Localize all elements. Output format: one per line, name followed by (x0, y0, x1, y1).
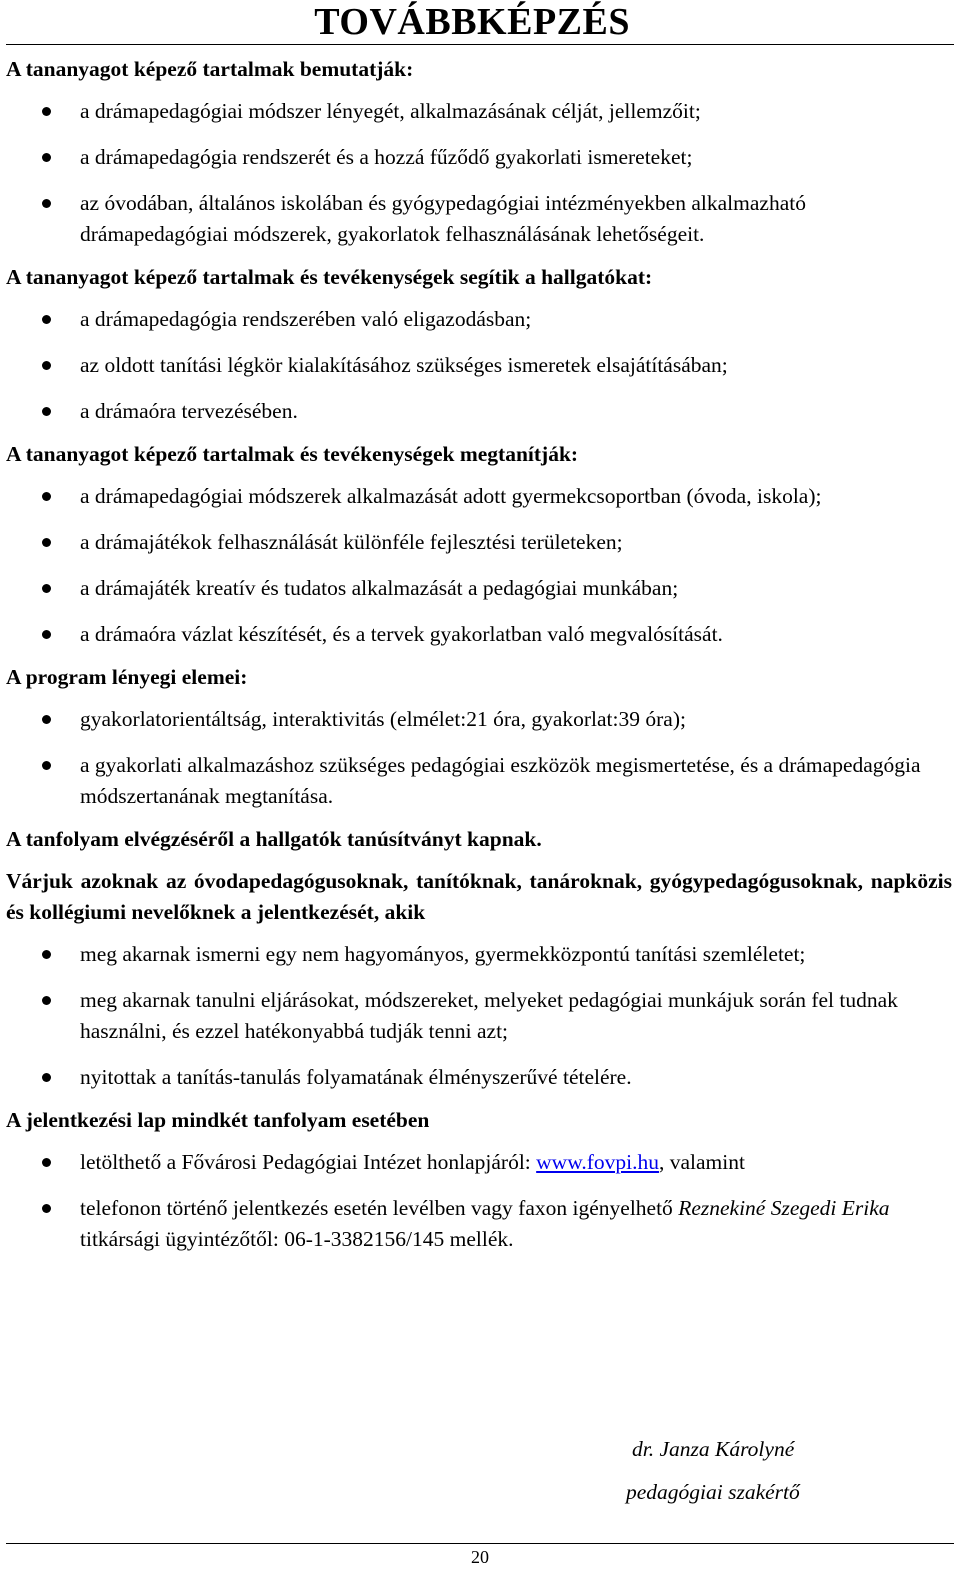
list-item: nyitottak a tanítás-tanulás folyamatának élményszerűvé tételére. (6, 1062, 952, 1093)
bullet-icon (42, 199, 51, 208)
bullet-icon (42, 761, 51, 770)
list-item: gyakorlatorientáltság, interaktivitás (elmélet:21 óra, gyakorlat:39 óra); (6, 704, 952, 735)
fovpi-website-link[interactable]: www.fovpi.hu (536, 1150, 659, 1174)
bullet-icon (42, 630, 51, 639)
list-item: a drámajáték kreatív és tudatos alkalmazását a pedagógiai munkában; (6, 573, 952, 604)
list-item: a drámapedagógia rendszerét és a hozzá fűződő gyakorlati ismereteket; (6, 142, 952, 173)
bullet-list-megtanitjak (6, 481, 952, 650)
signature-block (626, 1428, 866, 1514)
bullet-icon (42, 361, 51, 370)
section-heading-bemutatjak: A tananyagot képező tartalmak bemutatják: (6, 57, 414, 81)
bullet-list-segitik (6, 304, 952, 427)
page-number: 20 (471, 1547, 489, 1567)
list-item: a drámapedagógiai módszer lényegét, alkalmazásának célját, jellemzőit; (6, 96, 952, 127)
list-item: az oldott tanítási légkör kialakításához szükséges ismeretek elsajátításában; (6, 350, 952, 381)
contact-person-name: Reznekiné Szegedi Erika (678, 1196, 890, 1220)
signature-name: dr. Janza Károlyné (632, 1437, 795, 1461)
bullet-list-bemutatjak (6, 96, 952, 250)
page-header-title: TOVÁBBKÉPZÉS (314, 1, 630, 43)
bullet-icon (42, 1204, 51, 1213)
bullet-icon (42, 492, 51, 501)
bullet-icon (42, 950, 51, 959)
list-item: a drámajátékok felhasználását különféle fejlesztési területeken; (6, 527, 952, 558)
section-heading-jelentkezes: A jelentkezési lap mindkét tanfolyam esetében (6, 1108, 430, 1132)
bullet-icon (42, 996, 51, 1005)
section-heading-varjuk: Várjuk azoknak az óvodapedagógusoknak, tanítóknak, tanároknak, gyógypedagógusoknak, napközis és kollégiumi nevelőknek a jelentkezését, akik (6, 869, 952, 924)
certificate-statement: A tanfolyam elvégzéséről a hallgatók tanúsítványt kapnak. (6, 827, 542, 851)
list-item: a gyakorlati alkalmazáshoz szükséges pedagógiai eszközök megismertetése, és a drámapedagógia módszertanának megtanítása. (6, 750, 952, 812)
header-rule (6, 44, 954, 45)
bullet-list-varjuk (6, 939, 952, 1093)
list-item: meg akarnak tanulni eljárásokat, módszereket, melyeket pedagógiai munkájuk során fel tudnak használni, és ezzel hatékonyabbá tudják tenni azt; (6, 985, 952, 1047)
list-item: a drámapedagógia rendszerében való eligazodásban; (6, 304, 952, 335)
list-item: a drámapedagógiai módszerek alkalmazását adott gyermekcsoportban (óvoda, iskola); (6, 481, 952, 512)
bullet-icon (42, 407, 51, 416)
signature-role: pedagógiai szakértő (626, 1480, 800, 1504)
bullet-icon (42, 715, 51, 724)
bullet-list-jelentkezes (6, 1147, 952, 1255)
list-item: letölthető a Fővárosi Pedagógiai Intézet honlapjáról: www.fovpi.hu, valamint (6, 1147, 952, 1178)
footer-rule (6, 1543, 954, 1544)
list-item: a drámaóra vázlat készítését, és a tervek gyakorlatban való megvalósítását. (6, 619, 952, 650)
list-item: meg akarnak ismerni egy nem hagyományos, gyermekközpontú tanítási szemléletet; (6, 939, 952, 970)
bullet-icon (42, 584, 51, 593)
section-heading-program: A program lényegi elemei: (6, 665, 248, 689)
bullet-icon (42, 153, 51, 162)
bullet-icon (42, 107, 51, 116)
list-item: a drámaóra tervezésében. (6, 396, 952, 427)
bullet-icon (42, 315, 51, 324)
bullet-list-program (6, 704, 952, 812)
bullet-icon (42, 1073, 51, 1082)
list-item: telefonon történő jelentkezés esetén levélben vagy faxon igényelhető Reznekiné Szegedi Erika titkársági ügyintézőtől: 06-1-3382156/145 mellék. (6, 1193, 952, 1255)
section-heading-segitik: A tananyagot képező tartalmak és tevékenységek segítik a hallgatókat: (6, 265, 653, 289)
list-item: az óvodában, általános iskolában és gyógypedagógiai intézményekben alkalmazható drámapedagógiai módszerek, gyakorlatok felhasználásának lehetőségeit. (6, 188, 952, 250)
bullet-icon (42, 1158, 51, 1167)
document-body (6, 54, 952, 1267)
section-heading-megtanitjak: A tananyagot képező tartalmak és tevékenységek megtanítják: (6, 442, 579, 466)
bullet-icon (42, 538, 51, 547)
